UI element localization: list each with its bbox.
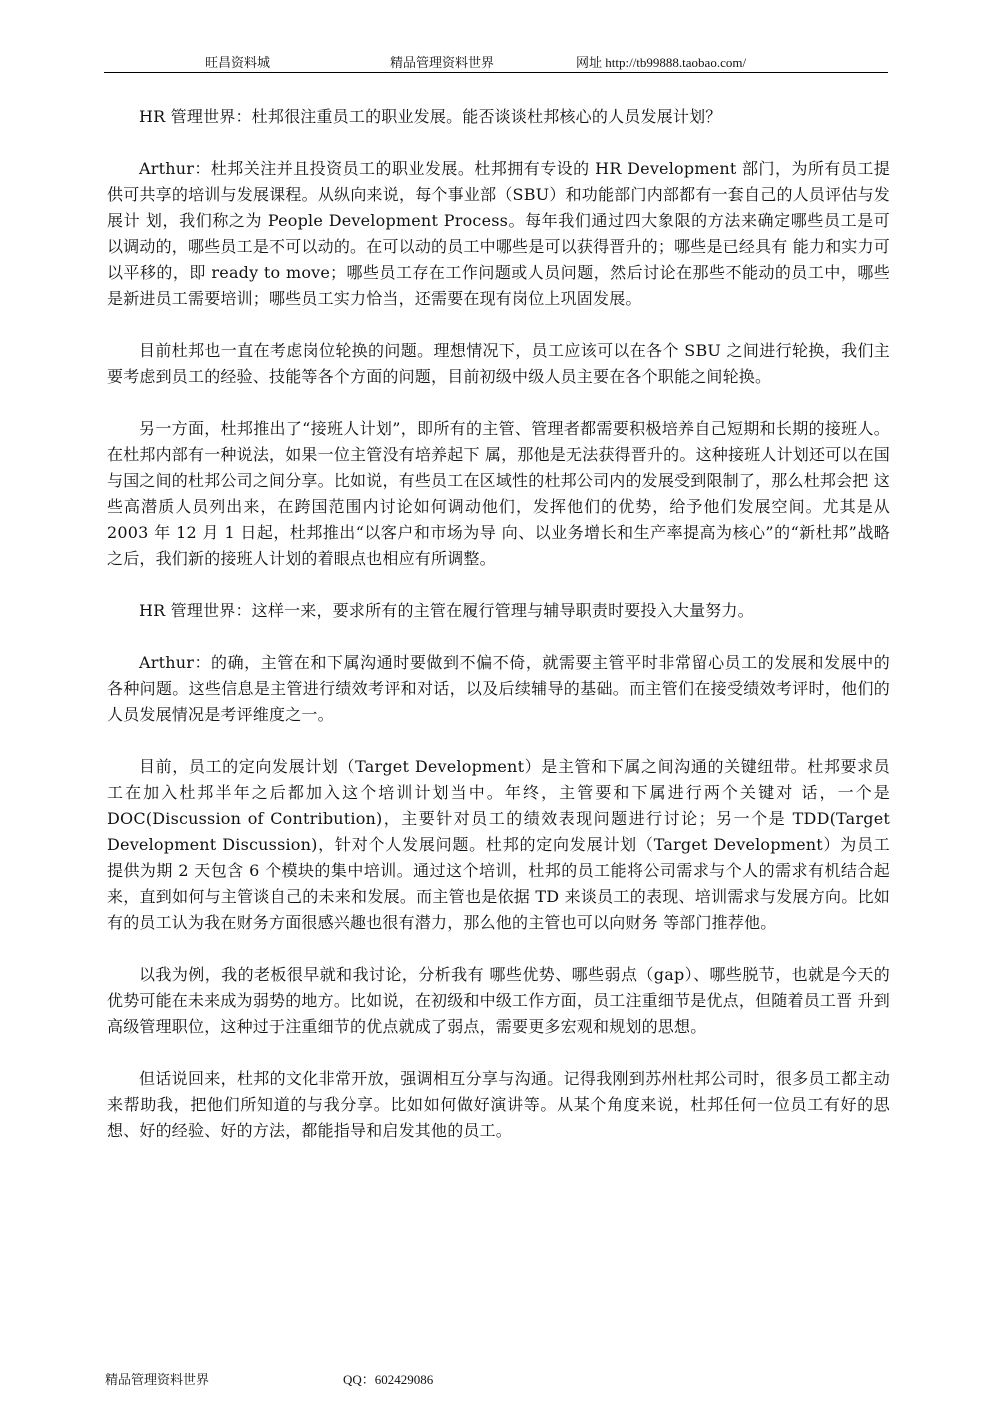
- paragraph-3: 目前杜邦也一直在考虑岗位轮换的问题。理想情况下，员工应该可以在各个 SBU 之间进行轮换，我们主要考虑到员工的经验、技能等各个方面的问题，目前初级中级人员主要在各个职能之间轮换。: [107, 341, 890, 386]
- paragraph-7: 目前，员工的定向发展计划（Target Development）是主管和下属之间沟通的关键纽带。杜邦要求员工在加入杜邦半年之后都加入这个培训计划当中。年终，主管要和下属进行两个关键对 话，一个是 DOC(Discussion of Contribution)，主要针对员工的绩效表现问题进行讨论；另一个是 TDD(Target Development Discussion)，针对个人发展问题。杜邦的定向发展计划（Target Development）为员工提供为期 2 天包含 6 个模块的集中培训。通过这个培训，杜邦的员工能将公司需求与个人的需求有机结合起来，直到如何与主管谈自己的未来和发展。而主管也是依据 TD 来谈员工的表现、培训需求与发展方向。比如有的员工认为我在财务方面很感兴趣也很有潜力，那么他的主管也可以向财务 等部门推荐他。: [107, 757, 890, 932]
- paragraph-4: 另一方面，杜邦推出了“接班人计划”，即所有的主管、管理者都需要积极培养自己短期和长期的接班人。在杜邦内部有一种说法，如果一位主管没有培养起下 属，那他是无法获得晋升的。这种接班人计划还可以在国与国之间的杜邦公司之间分享。比如说，有些员工在区域性的杜邦公司内的发展受到限制了，那么杜邦会把 这些高潜质人员列出来，在跨国范围内讨论如何调动他们，发挥他们的优势，给予他们发展空间。尤其是从 2003 年 12 月 1 日起，杜邦推出“以客户和市场为导 向、以业务增长和生产率提高为核心”的“新杜邦”战略之后，我们新的接班人计划的着眼点也相应有所调整。: [107, 419, 890, 568]
- article-body: [107, 104, 890, 1170]
- page-header: [104, 50, 888, 73]
- paragraph-8: 以我为例，我的老板很早就和我讨论，分析我有 哪些优势、哪些弱点（gap）、哪些脱节，也就是今天的优势可能在未来成为弱势的地方。比如说，在初级和中级工作方面，员工注重细节是优点，但随着员工晋 升到高级管理职位，这种过于注重细节的优点就成了弱点，需要更多宏观和规划的思想。: [107, 965, 890, 1036]
- header-left-text: 旺昌资料城: [205, 55, 271, 70]
- paragraph-9: 但话说回来，杜邦的文化非常开放，强调相互分享与沟通。记得我刚到苏州杜邦公司时，很多员工都主动来帮助我，把他们所知道的与我分享。比如如何做好演讲等。从某个角度来说，杜邦任何一位员工有好的思想、好的经验、好的方法，都能指导和启发其他的员工。: [107, 1069, 890, 1140]
- paragraph-1: HR 管理世界：杜邦很注重员工的职业发展。能否谈谈杜邦核心的人员发展计划？: [139, 107, 722, 126]
- header-center-text: 精品管理资料世界: [390, 55, 495, 70]
- header-website-text: 网址 http://tb99888.taobao.com/: [576, 55, 747, 70]
- paragraph-5: HR 管理世界：这样一来，要求所有的主管在履行管理与辅导职责时要投入大量努力。: [139, 601, 754, 620]
- paragraph-2: Arthur：杜邦关注并且投资员工的职业发展。杜邦拥有专设的 HR Development 部门，为所有员工提供可共享的培训与发展课程。从纵向来说，每个事业部（SBU）和功能部门内部都有一套自己的人员评估与发展计 划，我们称之为 People Development Process。每年我们通过四大象限的方法来确定哪些员工是可以调动的，哪些员工是不可以动的。在可以动的员工中哪些是可以获得晋升的；哪些是已经具有 能力和实力可以平移的，即 ready to move；哪些员工存在工作问题或人员问题，然后讨论在那些不能动的员工中，哪些是新进员工需要培训；哪些员工实力恰当，还需要在现有岗位上巩固发展。: [107, 159, 890, 308]
- footer-left-text: 精品管理资料世界: [105, 1372, 210, 1387]
- paragraph-6: Arthur：的确，主管在和下属沟通时要做到不偏不倚，就需要主管平时非常留心员工的发展和发展中的各种问题。这些信息是主管进行绩效考评和对话，以及后续辅导的基础。而主管们在接受绩效考评时，他们的人员发展情况是考评维度之一。: [107, 653, 890, 724]
- footer-qq-text: QQ：602429086: [343, 1372, 434, 1387]
